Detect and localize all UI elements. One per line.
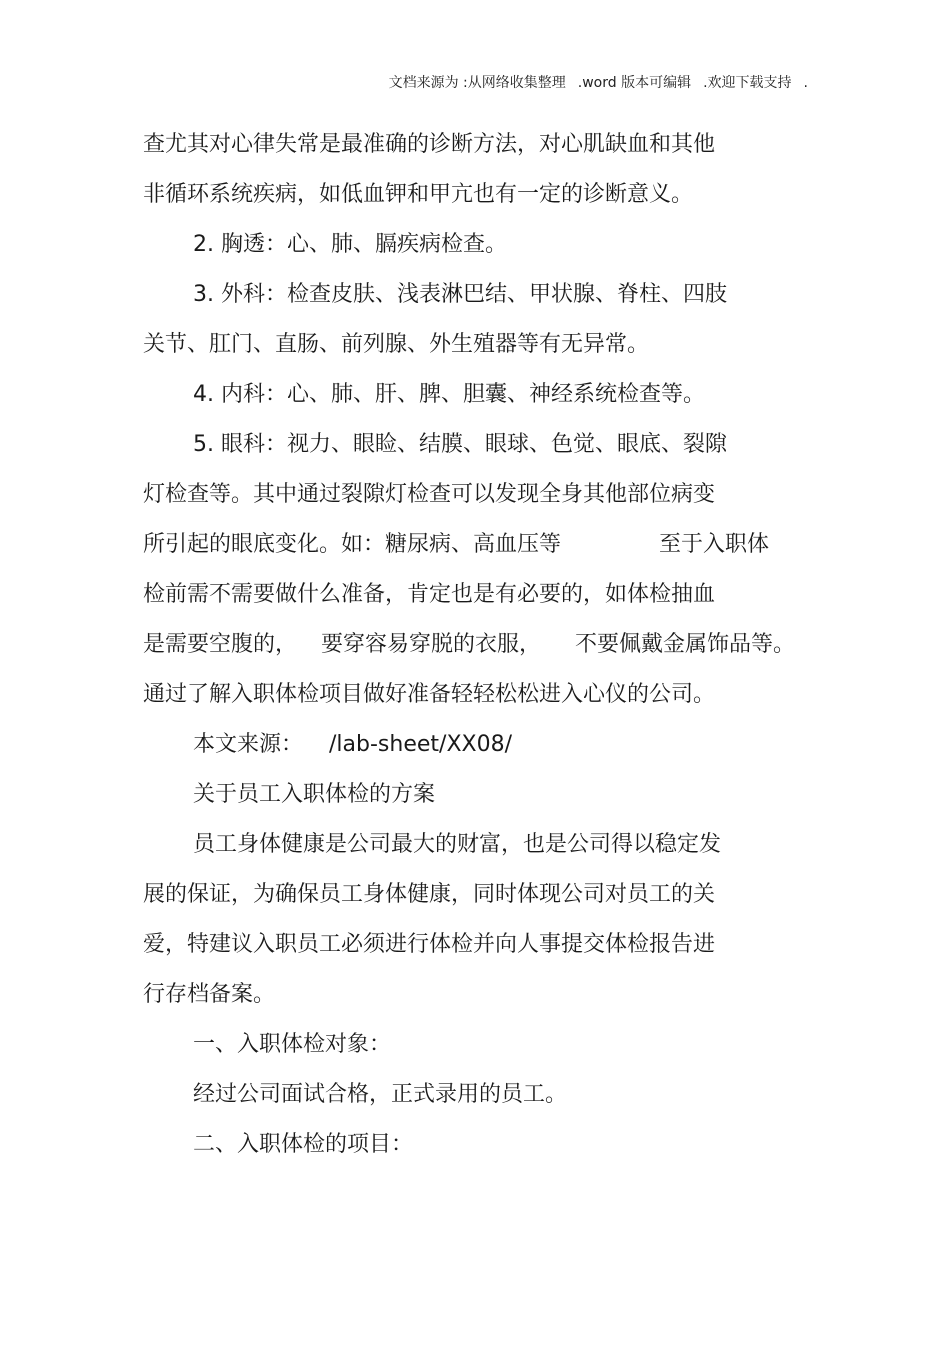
section-heading-items: 二、入职体检的项目： (193, 1132, 414, 1157)
source-path: /lab-sheet/XX08/ (329, 732, 512, 757)
paragraph-line: 非循环系统疾病，如低血钾和甲亢也有一定的诊断意义。 (143, 182, 694, 207)
paragraph-line: 行存档备案。 (143, 982, 276, 1007)
header-period: . (803, 75, 808, 91)
paragraph-line: 爱，特建议入职员工必须进行体检并向人事提交体检报告进 (143, 932, 716, 957)
list-item-chest-xray: 2. 胸透：心、肺、膈疾病检查。 (193, 232, 507, 257)
paragraph-line: 关节、肛门、直肠、前列腺、外生殖器等有无异常。 (143, 332, 650, 357)
header-source-text: 文档来源为 :从网络收集整理 (388, 75, 566, 91)
paragraph-line (143, 620, 823, 670)
paragraph-line (143, 520, 823, 570)
text-segment: 所引起的眼底变化。如：糖尿病、高血压等 (143, 532, 562, 557)
paragraph-line: 经过公司面试合格，正式录用的员工。 (193, 1082, 568, 1107)
source-label: 本文来源： (193, 732, 304, 757)
list-item-ophthalmology: 5. 眼科：视力、眼睑、结膜、眼球、色觉、眼底、裂隙 (193, 432, 727, 457)
section-heading-target: 一、入职体检对象： (193, 1032, 392, 1057)
text-segment: 要穿容易穿脱的衣服， (321, 632, 542, 657)
paragraph-line: 员工身体健康是公司最大的财富，也是公司得以稳定发 (193, 832, 722, 857)
list-item-surgery: 3. 外科：检查皮肤、浅表淋巴结、甲状腺、脊柱、四肢 (193, 282, 727, 307)
list-item-internal-medicine: 4. 内科：心、肺、肝、脾、胆囊、神经系统检查等。 (193, 382, 705, 407)
section-title: 关于员工入职体检的方案 (193, 782, 436, 807)
header-welcome-text: .欢迎下载支持 (703, 75, 792, 91)
page-header (389, 72, 808, 92)
text-segment: 不要佩戴金属饰品等。 (575, 632, 796, 657)
text-segment: 是需要空腹的， (143, 632, 298, 657)
paragraph-line: 通过了解入职体检项目做好准备轻轻松松进入心仪的公司。 (143, 682, 716, 707)
paragraph-line: 展的保证，为确保员工身体健康，同时体现公司对员工的关 (143, 882, 716, 907)
document-body (143, 120, 823, 1170)
source-line (143, 720, 823, 770)
text-segment: 至于入职体 (659, 532, 770, 557)
paragraph-line: 检前需不需要做什么准备，肯定也是有必要的，如体检抽血 (143, 582, 716, 607)
paragraph-line: 查尤其对心律失常是最准确的诊断方法，对心肌缺血和其他 (143, 132, 716, 157)
header-editable-text: .word 版本可编辑 (577, 75, 692, 91)
paragraph-line: 灯检查等。其中通过裂隙灯检查可以发现全身其他部位病变 (143, 482, 716, 507)
